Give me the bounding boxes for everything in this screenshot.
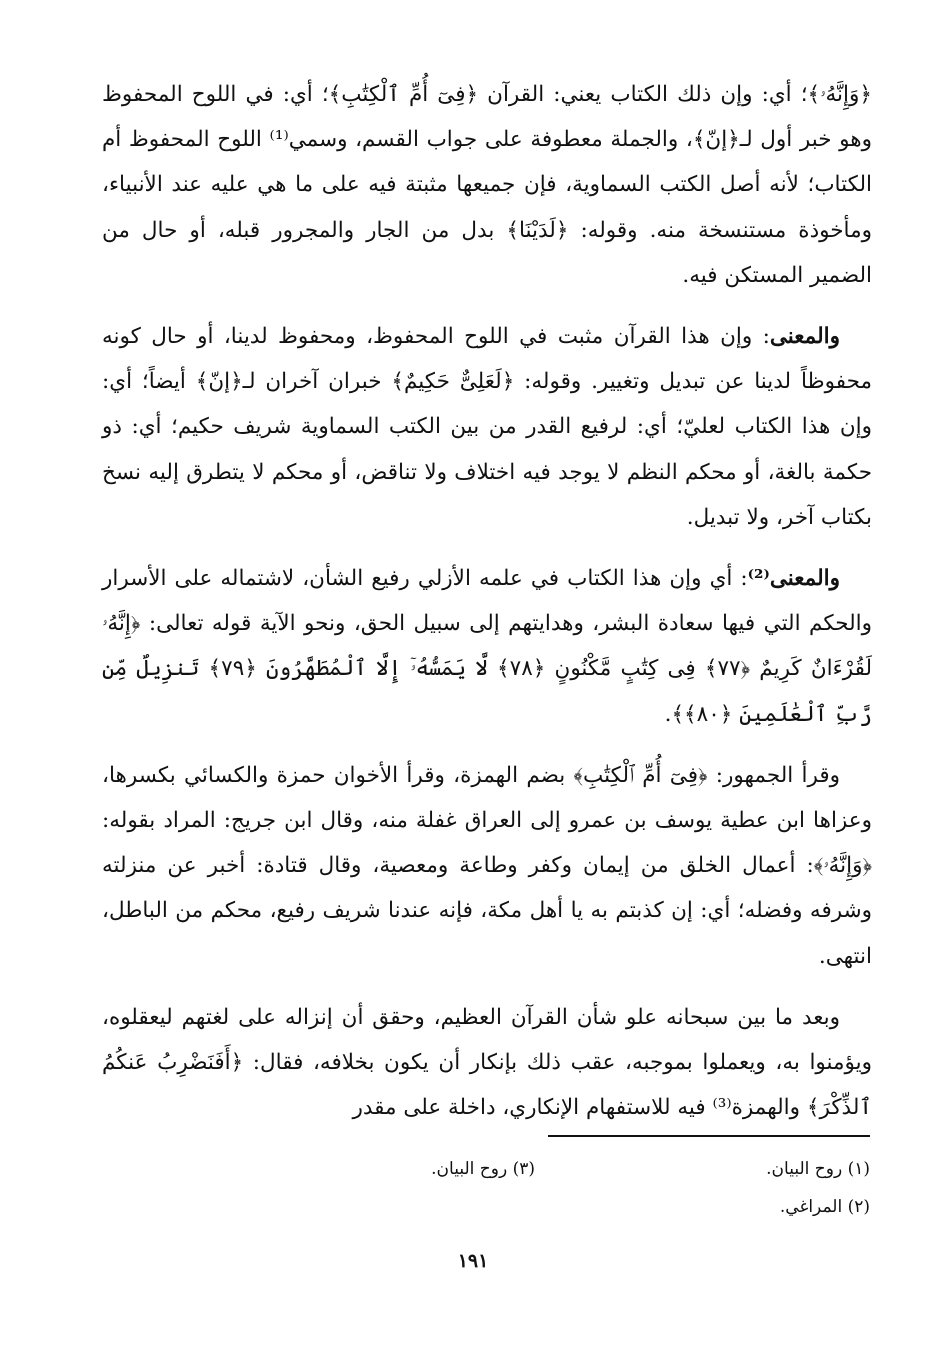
page-number: ١٩١ (457, 1250, 489, 1272)
paragraph-2-lead: والمعنى (769, 324, 840, 350)
paragraph-5-text: وبعد ما بين سبحانه علو شأن القرآن العظيم، وحقق أن إنزاله على لغتهم ليعقلوه، ويؤمنوا به، ويعملوا بموجبه، عقب ذلك بإنكار أن يكون بخلافه، فقال: ﴿أَفَنَضْرِبُ عَنكُمُ ٱلذِّكْرَ﴾ والهمزة⁽³⁾ فيه للاستفهام الإنكاري، داخلة على مقدر (102, 1004, 872, 1121)
footnote-divider (548, 1135, 870, 1137)
body-text (102, 72, 872, 1146)
paragraph-3 (102, 556, 872, 737)
footnote-2: (٢) المراغي. (779, 1197, 870, 1217)
paragraph-3-lead: والمعنى⁽²⁾ (747, 566, 840, 592)
footnotes (200, 1150, 870, 1226)
paragraph-5 (102, 995, 872, 1131)
paragraph-1 (102, 72, 872, 298)
footnote-1: (١) روح البيان. (766, 1159, 870, 1179)
paragraph-4 (102, 753, 872, 979)
paragraph-2-text: : وإن هذا القرآن مثبت في اللوح المحفوظ، ومحفوظ لدينا، أو حال كونه محفوظاً لدينا عن تبديل وتغيير. وقوله: ﴿لَعَلِىٌّ حَكِيمٌ﴾ خبران آخران لـ﴿إنّ﴾ أيضاً؛ أي: وإن هذا الكتاب لعليّ؛ أي: لرفيع القدر من بين الكتب السماوية شريف حكيم؛ أي: ذو حكمة بالغة، أو محكم النظم لا يوجد فيه اختلاف ولا تناقض، أو محكم لا يتطرق إليه نسخ بكتاب آخر، ولا تبديل. (102, 324, 872, 530)
paragraph-4-text: وقرأ الجمهور: ﴿فِىٓ أُمِّ ٱلْكِتَٰبِ﴾ بضم الهمزة، وقرأ الأخوان حمزة والكسائي بكسرها، وعزاها ابن عطية يوسف بن عمرو إلى العراق غفلة منه، وقال ابن جريج: المراد بقوله: ﴿وَإِنَّهُۥ﴾: أعمال الخلق من إيمان وكفر وطاعة ومعصية، وقال قتادة: أخبر عن منزلته وشرفه وفضله؛ أي: إن كذبتم به يا أهل مكة، فإنه عندنا شريف رفيع، محكم من الباطل، انتهى. (102, 762, 872, 969)
paragraph-2 (102, 314, 872, 540)
paragraph-1-text: ﴿وَإِنَّهُۥ﴾؛ أي: وإن ذلك الكتاب يعني: القرآن ﴿فِىٓ أُمِّ ٱلْكِتَٰبِ﴾؛ أي: في اللوح المحفوظ وهو خبر أول لـ﴿إنّ﴾، والجملة معطوفة على جواب القسم، وسمي⁽¹⁾ اللوح المحفوظ أم الكتاب؛ لأنه أصل الكتب السماوية، فإن جميعها مثبتة فيه على ما هي عليه عند الأنبياء، ومأخوذة مستنسخة منه. وقوله: ﴿لَدَيْنَا﴾ بدل من الجار والمجرور قبله، أو حال من الضمير المستكن فيه. (102, 82, 872, 288)
footnote-row-2 (200, 1188, 870, 1226)
paragraph-3-text: : أي وإن هذا الكتاب في علمه الأزلي رفيع الشأن، لاشتماله على الأسرار والحكم التي فيها سعادة البشر، وهدايتهم إلى سبيل الحق، ونحو الآية قوله تعالى: ﴿إِنَّهُۥ لَقُرْءَانٌ كَرِيمٌ ﴿٧٧﴾ فِى كِتَٰبٍ مَّكْنُونٍ ﴿٧٨﴾ لَّا يَمَسُّهُۥٓ إِلَّا ٱلْمُطَهَّرُونَ ﴿٧٩﴾ تَنزِيلٌ مِّن رَّبِّ ٱلْعَٰلَمِينَ ﴿٨٠﴾﴾. (102, 566, 873, 727)
footnote-3: (٣) روح البيان. (431, 1159, 535, 1179)
paragraph-2-body (102, 314, 872, 540)
paragraph-3-body (102, 556, 872, 737)
footnote-row-1 (200, 1150, 870, 1188)
